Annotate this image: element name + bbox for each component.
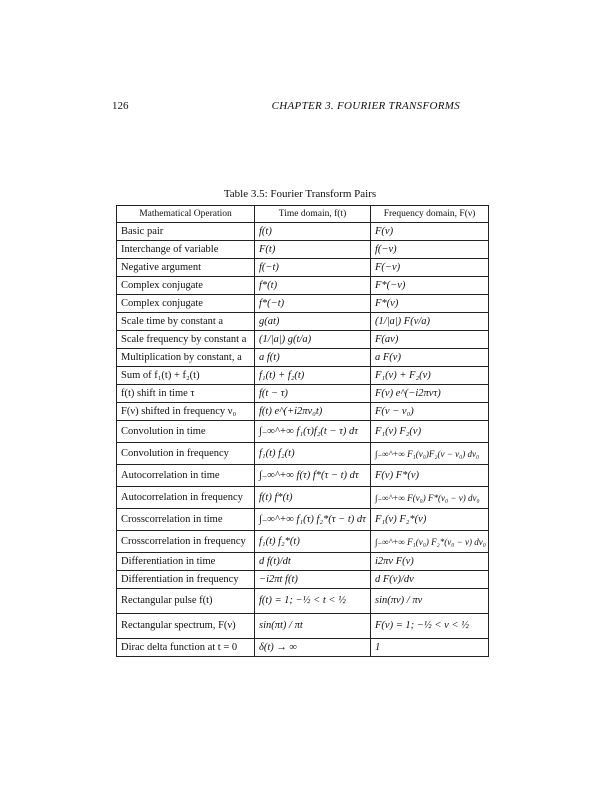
operation-cell: Basic pair — [117, 223, 255, 241]
table-row — [117, 331, 489, 349]
column-header-operation: Mathematical Operation — [117, 206, 255, 223]
table-row — [117, 443, 489, 465]
operation-cell: Differentiation in time — [117, 553, 255, 571]
table-caption: Table 3.5: Fourier Transform Pairs — [223, 188, 377, 200]
frequency-domain-cell: F(ν − ν₀) — [371, 403, 489, 421]
operation-cell: Crosscorrelation in time — [117, 509, 255, 531]
frequency-domain-cell: F(ν) e^(−i2πντ) — [371, 385, 489, 403]
table-header-row — [117, 206, 489, 223]
frequency-domain-cell: F(aν) — [371, 331, 489, 349]
time-domain-cell: f*(−t) — [255, 295, 371, 313]
table-row — [117, 509, 489, 531]
time-domain-cell: ∫₋∞^+∞ f(τ) f*(τ − t) dτ — [255, 465, 371, 487]
frequency-domain-cell: ∫₋∞^+∞ F₁(ν₀) F₂*(ν₀ − ν) dν₀ — [371, 531, 489, 553]
table-row — [117, 421, 489, 443]
operation-cell: Autocorrelation in frequency — [117, 487, 255, 509]
table-row — [117, 639, 489, 657]
chapter-title: CHAPTER 3. FOURIER TRANSFORMS — [271, 100, 460, 112]
table-row — [117, 403, 489, 421]
time-domain-cell: f(t) e^(+i2πν₀t) — [255, 403, 371, 421]
time-domain-cell: (1/|a|) g(t/a) — [255, 331, 371, 349]
operation-cell: Convolution in time — [117, 421, 255, 443]
time-domain-cell: f(−t) — [255, 259, 371, 277]
time-domain-cell: ∫₋∞^+∞ f₁(τ)f₂(t − τ) dτ — [255, 421, 371, 443]
operation-cell: Rectangular spectrum, F(ν) — [117, 614, 255, 639]
frequency-domain-cell: 1 — [371, 639, 489, 657]
time-domain-cell: δ(t) → ∞ — [255, 639, 371, 657]
fourier-pairs-table — [116, 205, 489, 657]
frequency-domain-cell: F(ν) — [371, 223, 489, 241]
operation-cell: Crosscorrelation in frequency — [117, 531, 255, 553]
time-domain-cell: F(t) — [255, 241, 371, 259]
operation-cell: Convolution in frequency — [117, 443, 255, 465]
table-row — [117, 571, 489, 589]
column-header-frequency-domain: Frequency domain, F(ν) — [371, 206, 489, 223]
time-domain-cell: f₁(t) f₂*(t) — [255, 531, 371, 553]
time-domain-cell: g(at) — [255, 313, 371, 331]
operation-cell: Negative argument — [117, 259, 255, 277]
table-row — [117, 277, 489, 295]
table-row — [117, 367, 489, 385]
time-domain-cell: f₁(t) f₂(t) — [255, 443, 371, 465]
time-domain-cell: f(t) f*(t) — [255, 487, 371, 509]
operation-cell: Scale frequency by constant a — [117, 331, 255, 349]
frequency-domain-cell: ∫₋∞^+∞ F₁(ν₀)F₂(ν − ν₀) dν₀ — [371, 443, 489, 465]
frequency-domain-cell: (1/|a|) F(ν/a) — [371, 313, 489, 331]
operation-cell: F(ν) shifted in frequency ν₀ — [117, 403, 255, 421]
operation-cell: Dirac delta function at t = 0 — [117, 639, 255, 657]
table-row — [117, 259, 489, 277]
operation-cell: Differentiation in frequency — [117, 571, 255, 589]
table-row — [117, 295, 489, 313]
time-domain-cell: −i2πt f(t) — [255, 571, 371, 589]
time-domain-cell: a f(t) — [255, 349, 371, 367]
frequency-domain-cell: sin(πν) / πν — [371, 589, 489, 614]
table-row — [117, 589, 489, 614]
table-row — [117, 465, 489, 487]
column-header-time-domain: Time domain, f(t) — [255, 206, 371, 223]
table-row — [117, 531, 489, 553]
frequency-domain-cell: i2πν F(ν) — [371, 553, 489, 571]
frequency-domain-cell: F*(−ν) — [371, 277, 489, 295]
frequency-domain-cell: F(ν) F*(ν) — [371, 465, 489, 487]
operation-cell: Sum of f₁(t) + f₂(t) — [117, 367, 255, 385]
time-domain-cell: sin(πt) / πt — [255, 614, 371, 639]
table-row — [117, 553, 489, 571]
time-domain-cell: ∫₋∞^+∞ f₁(τ) f₂*(τ − t) dτ — [255, 509, 371, 531]
table-body — [117, 223, 489, 657]
operation-cell: Autocorrelation in time — [117, 465, 255, 487]
frequency-domain-cell: F(−ν) — [371, 259, 489, 277]
frequency-domain-cell: f(−ν) — [371, 241, 489, 259]
frequency-domain-cell: F(ν) = 1; −½ < ν < ½ — [371, 614, 489, 639]
time-domain-cell: f(t − τ) — [255, 385, 371, 403]
table-row — [117, 614, 489, 639]
frequency-domain-cell: ∫₋∞^+∞ F(ν₀) F*(ν₀ − ν) dν₀ — [371, 487, 489, 509]
operation-cell: Multiplication by constant, a — [117, 349, 255, 367]
frequency-domain-cell: F₁(ν) F₂(ν) — [371, 421, 489, 443]
table-row — [117, 385, 489, 403]
table-row — [117, 313, 489, 331]
table-row — [117, 223, 489, 241]
frequency-domain-cell: a F(ν) — [371, 349, 489, 367]
time-domain-cell: f*(t) — [255, 277, 371, 295]
table-row — [117, 241, 489, 259]
operation-cell: Complex conjugate — [117, 295, 255, 313]
frequency-domain-cell: F₁(ν) + F₂(ν) — [371, 367, 489, 385]
operation-cell: f(t) shift in time τ — [117, 385, 255, 403]
operation-cell: Scale time by constant a — [117, 313, 255, 331]
frequency-domain-cell: F*(ν) — [371, 295, 489, 313]
page-number: 126 — [112, 100, 129, 112]
operation-cell: Interchange of variable — [117, 241, 255, 259]
page-header — [112, 100, 460, 116]
operation-cell: Rectangular pulse f(t) — [117, 589, 255, 614]
frequency-domain-cell: d F(ν)/dν — [371, 571, 489, 589]
operation-cell: Complex conjugate — [117, 277, 255, 295]
time-domain-cell: f(t) = 1; −½ < t < ½ — [255, 589, 371, 614]
time-domain-cell: f(t) — [255, 223, 371, 241]
frequency-domain-cell: F₁(ν) F₂*(ν) — [371, 509, 489, 531]
table-row — [117, 349, 489, 367]
table-row — [117, 487, 489, 509]
time-domain-cell: f₁(t) + f₂(t) — [255, 367, 371, 385]
time-domain-cell: d f(t)/dt — [255, 553, 371, 571]
